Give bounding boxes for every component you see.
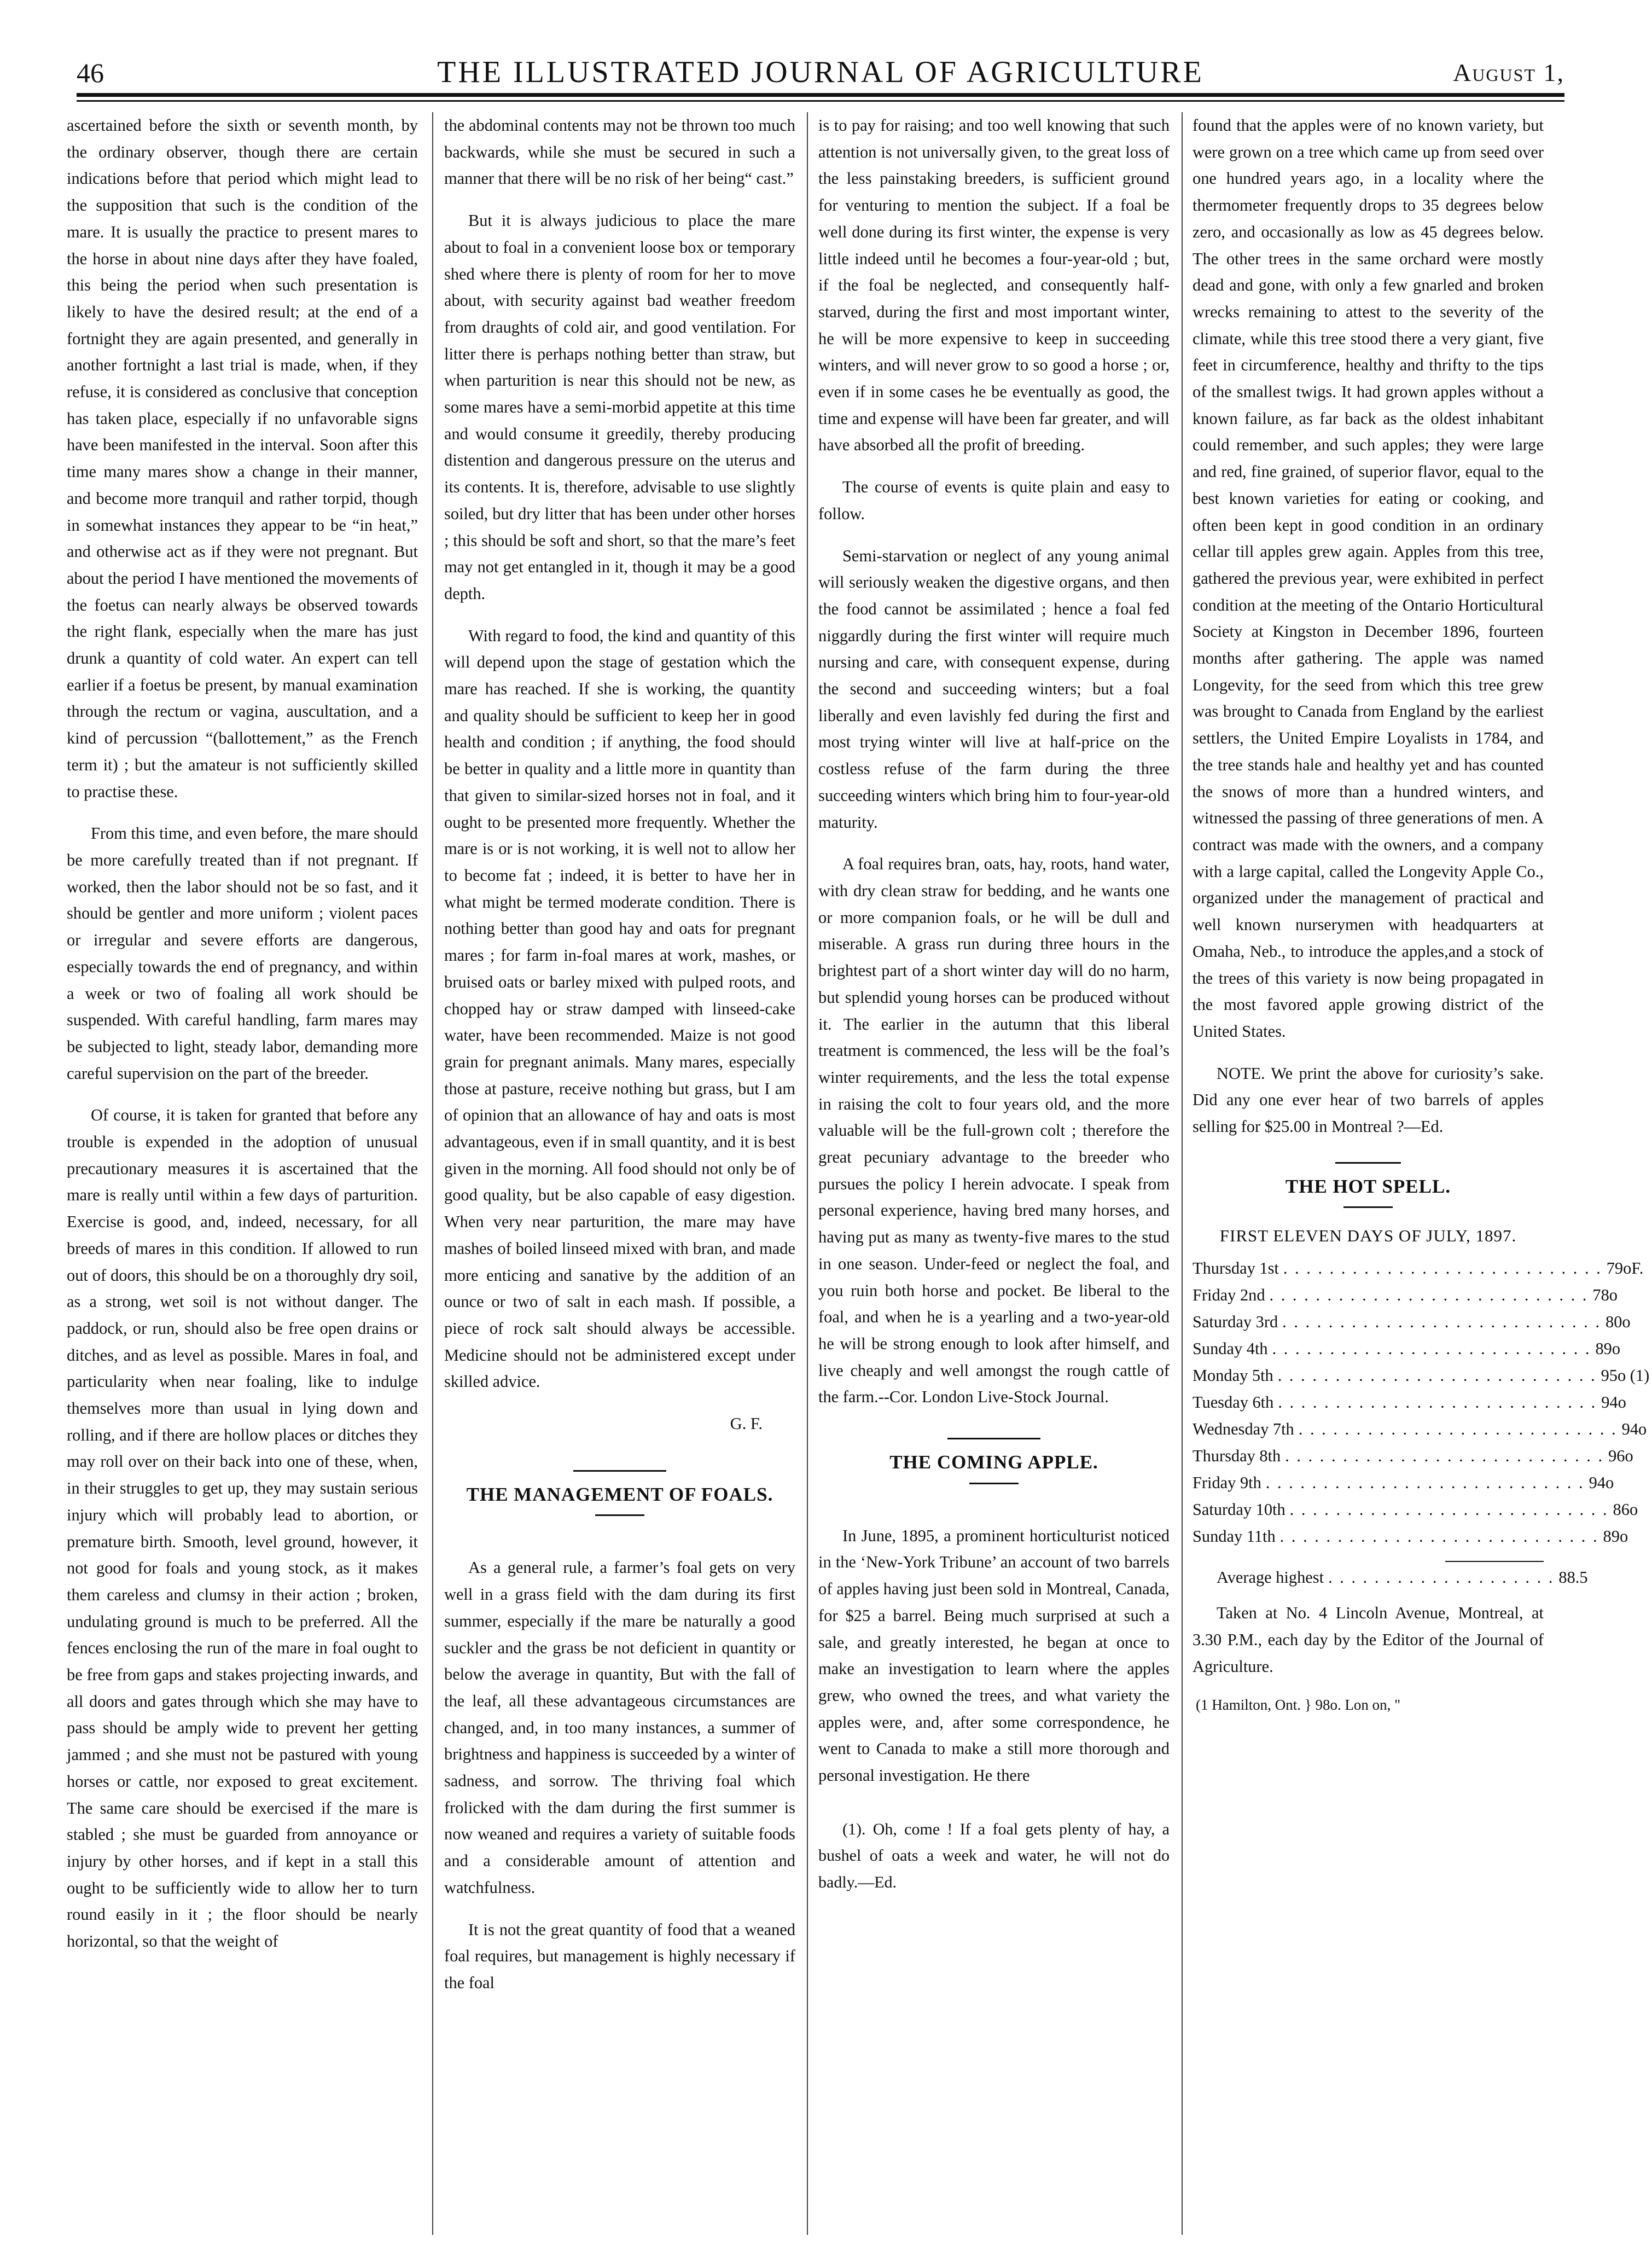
temperature-row bbox=[1193, 1389, 1626, 1416]
temperature-day: Monday 5th bbox=[1193, 1366, 1273, 1385]
paragraph: Of course, it is taken for granted that before any trouble is expended in the adoption of unusual precautionary measures it is ascertained that the mare is really until within a few days of parturition. Exercise is good, and, indeed, necessary, for all breeds of mares in this condition. If allowed to run out of doors, this should be on a thoroughly dry soil, as a strong, wet soil is not without danger. The paddock, or run, should also be free open drains or ditches, and as level as possible. Mares in foal, and particularity when near foaling, like to indulge themselves more than usual in lying down and rolling, and if there are hollow places or ditches they may roll over on their back into one of these, when, in their struggles to get up, they may sustain serious injury which will probably lead to abortion, or premature birth. Smooth, level ground, however, it not good for foals and young stock, as it makes them careless and clumsy in their action ; broken, undulating ground is much to be preferred. All the fences enclosing the run of the mare in foal ought to be free from gaps and stakes projecting inwards, and all doors and gates through which she may have to pass should be amply wide to prevent her getting jammed ; and she must not be pastured with young horses or cattle, nor exposed to great excitement. The same care should be exercised if the mare is stabled ; she must be guarded from annoyance or injury by other horses, and if kept in a stall this ought to be sufficiently wide to allow her to turn round easily in it ; the floor should be nearly horizontal, so that the weight of bbox=[67, 1106, 418, 1951]
footnote: (1). Oh, come ! If a foal gets plenty of hay, a bushel of oats a week and water, he will not do badly.—Ed. bbox=[818, 1820, 1170, 1892]
temperature-day: Thursday 8th bbox=[1193, 1447, 1281, 1466]
heading-underline bbox=[595, 1514, 644, 1516]
section-divider bbox=[573, 1470, 666, 1472]
page-number: 46 bbox=[77, 57, 104, 88]
leader-dots: . . . . . . . . . . . . . . . . . . . . . . . . . . . . bbox=[1283, 1259, 1602, 1278]
paragraph: The course of events is quite plain and easy to follow. bbox=[818, 478, 1170, 523]
paragraph: It is not the great quantity of food that a weaned foal requires, but management is highly necessary if the foal bbox=[444, 1920, 795, 1992]
temperature-day: Saturday 10th bbox=[1193, 1500, 1285, 1519]
leader-dots: . . . . . . . . . . . . . . . . . . . . . . . . . . . . bbox=[1265, 1473, 1585, 1492]
temperature-value: 95o (1) bbox=[1601, 1366, 1650, 1385]
page-header bbox=[77, 50, 1564, 100]
issue-date: August 1, bbox=[1453, 59, 1564, 86]
sum-rule bbox=[1445, 1561, 1544, 1562]
header-rule-thick bbox=[77, 93, 1564, 97]
temperature-value: 96o bbox=[1608, 1447, 1633, 1466]
temperature-day: Sunday 4th bbox=[1193, 1339, 1268, 1358]
paragraph: ascertained before the sixth or seventh month, by the ordinary observer, though there are certain indications before that period which might lead to the supposition that such is the condition of the mare. It is usually the practice to present mares to the horse in about nine days after they have foaled, this being the period when such presentation is likely to have the desired result; at the end of a fortnight they are again presented, and generally in another fortnight a last trial is made, when, if they refuse, it is considered as conclusive that conception has taken place, especially if no unfavorable signs have been manifested in the interval. Soon after this time many mares show a change in their manner, and become more tranquil and rather torpid, though in somewhat instances they appear to be “in heat,” and otherwise act as if they were not pregnant. But about the period I have mentioned the movements of the foetus can nearly always be observed towards the right flank, especially when the mare has just drunk a quantity of cold water. An expert can tell earlier if a foetus be present, by manual examination through the rectum or vagina, auscultation, and a kind of percussion “(ballottement,” as the French term it) ; but the amateur is not sufficiently skilled to practise these. bbox=[67, 116, 418, 801]
author-signature: G. F. bbox=[730, 1414, 763, 1433]
temperature-value: 94o bbox=[1601, 1393, 1626, 1412]
column-divider bbox=[1182, 112, 1183, 2235]
paragraph: Semi-starvation or neglect of any young animal will seriously weaken the digestive organs, and then the food cannot be assimilated ; hence a foal fed niggardly during the first winter will require much nursing and care, with consequent expense, during the second and succeeding winters; but a foal liberally and even lavishly fed during the first and most trying winter will live at half-price on the costless refuse of the farm during the three succeeding winters which bring him to four-year-old maturity. bbox=[818, 546, 1170, 832]
paragraph: Taken at No. 4 Lincoln Avenue, Montreal, at 3.30 P.M., each day by the Editor of the Journal of Agriculture. bbox=[1193, 1604, 1544, 1676]
paragraph: As a general rule, a farmer’s foal gets on very well in a grass field with the dam during its first summer, especially if the mare be naturally a good suckler and the grass be not deficient in quantity or below the average in quantity, But with the fall of the leaf, all these advantageous circumstances are changed, and, in too many instances, a summer of brightness and happiness is succeeded by a winter of sadness, and sorrow. The thriving foal which frolicked with the dam during the first summer is now weaned and requires a variety of suitable foods and a considerable amount of attention and watchfulness. bbox=[444, 1558, 795, 1897]
column-divider bbox=[432, 112, 433, 2235]
temperature-day: Wednesday 7th bbox=[1193, 1420, 1294, 1439]
temperature-value: 80o bbox=[1606, 1312, 1631, 1332]
column-1 bbox=[67, 112, 418, 2235]
temperature-row bbox=[1193, 1362, 1650, 1389]
temperature-day: Friday 9th bbox=[1193, 1473, 1261, 1492]
temperature-row bbox=[1193, 1443, 1633, 1470]
paragraph: the abdominal contents may not be thrown too much backwards, while she must be secured in such a manner that there will be no risk of her being“ cast.” bbox=[444, 116, 795, 188]
paragraph: A foal requires bran, oats, hay, roots, hand water, with dry clean straw for bedding, and he wants one or more companion foals, or he will be dull and miserable. A grass run during three hours in the brightest part of a short winter day will do no harm, but splendid young horses can be produced without it. The earlier in the autumn that this liberal treatment is commenced, the less will be the foal’s winter requirements, and the less the total expense in raising the colt to four years old, and the more valuable will be the full-grown colt ; therefore the great pecuniary advantage to the breeder who pursues the policy I herein advocate. I speak from personal experience, having bred many horses, and having put as many as twenty-five mares to the stud in one season. Under-feed or neglect the foal, and you ruin both horse and pocket. Be liberal to the foal, and when he is a yearling and a two-year-old he will be strong enough to look after himself, and live cheaply and well amongst the rough cattle of the farm.--Cor. London Live-Stock Journal. bbox=[818, 855, 1170, 1407]
average-value: 88.5 bbox=[1558, 1568, 1588, 1587]
leader-dots: . . . . . . . . . . . . . . . . . . . . . . . . . . . . bbox=[1269, 1286, 1589, 1305]
temperature-day: Saturday 3rd bbox=[1193, 1312, 1278, 1332]
temperature-row bbox=[1193, 1416, 1647, 1443]
column-3 bbox=[818, 112, 1170, 2235]
heading-underline bbox=[1343, 1206, 1393, 1208]
heading-underline bbox=[969, 1483, 1019, 1484]
section-divider bbox=[1335, 1162, 1401, 1164]
temperature-value: 94o bbox=[1589, 1473, 1614, 1492]
section-heading: THE COMING APPLE. bbox=[889, 1451, 1098, 1473]
temperature-day: Friday 2nd bbox=[1193, 1286, 1265, 1305]
temperature-row bbox=[1193, 1496, 1638, 1523]
leader-dots: . . . . . . . . . . . . . . . . . . . . . . . . . . . . bbox=[1289, 1500, 1609, 1519]
average-label: Average highest bbox=[1217, 1568, 1324, 1587]
column-4 bbox=[1193, 112, 1650, 2235]
editor-note: NOTE. We print the above for curiosity’s sake. Did any one ever hear of two barrels of apples selling for $25.00 in Montreal ?—Ed. bbox=[1193, 1064, 1544, 1136]
temperature-row bbox=[1193, 1335, 1621, 1362]
temperature-value: 89o bbox=[1595, 1339, 1621, 1358]
column-divider bbox=[807, 112, 808, 2235]
temperature-value: 94o bbox=[1621, 1420, 1647, 1439]
leader-dots: . . . . . . . . . . . . . . . . . . . . . . . . . . . . bbox=[1282, 1312, 1602, 1332]
paragraph: With regard to food, the kind and quantity of this will depend upon the stage of gestation which the mare has reached. If she is working, the quantity and quality should be sufficient to keep her in good health and condition ; if anything, the food should be better in quality and a little more in quantity than that given to similar-sized horses not in foal, and it ought to be presented more frequently. Whether the mare is or is not working, it is well not to allow her to become fat ; indeed, it is better to have her in what might be termed moderate condition. There is nothing better than good hay and oats for pregnant mares ; for farm in-foal mares at work, mashes, or bruised oats or barley mixed with pulped roots, and chopped hay or straw damped with linseed-cake water, have been recommended. Maize is not good grain for pregnant animals. Many mares, especially those at pasture, receive nothing but grass, but I am of opinion that an allowance of hay and oats is most advantageous, even if in small quantity, and it is best given in the morning. All food should not only be of good quality, but be also capable of easy digestion. When very near parturition, the mare may have mashes of boiled linseed mixed with bran, and made more enticing and sanative by the addition of an ounce or two of salt in each mash. If possible, a piece of rock salt should always be accessible. Medicine should not be administered except under skilled advice. bbox=[444, 626, 796, 1391]
table-subheading: FIRST ELEVEN DAYS OF JULY, 1897. bbox=[1219, 1226, 1517, 1246]
temperature-row bbox=[1193, 1255, 1644, 1282]
column-2 bbox=[444, 112, 795, 2235]
header-rule-thin bbox=[77, 100, 1564, 102]
temperature-value: 86o bbox=[1613, 1500, 1638, 1519]
section-heading: THE HOT SPELL. bbox=[1285, 1175, 1451, 1197]
leader-dots: . . . . . . . . . . . . . . . . . . . . bbox=[1328, 1568, 1555, 1587]
temperature-row bbox=[1193, 1282, 1618, 1309]
average-row bbox=[1193, 1564, 1588, 1591]
temperature-day: Thursday 1st bbox=[1193, 1259, 1279, 1278]
temperature-day: Sunday 11th bbox=[1193, 1527, 1276, 1546]
section-heading: THE MANAGEMENT OF FOALS. bbox=[466, 1483, 773, 1505]
temperature-value: 89o bbox=[1603, 1527, 1628, 1546]
temperature-day: Tuesday 6th bbox=[1193, 1393, 1274, 1412]
temperature-table bbox=[1193, 1255, 1650, 1550]
section-divider bbox=[947, 1438, 1040, 1439]
paragraph: In June, 1895, a prominent horticulturist noticed in the ‘New-York Tribune’ an account of two barrels of apples having just been sold in Montreal, Canada, for $25 a barrel. Being much surprised at such a sale, and greatly interested, he began at once to make an investigation to learn where the apples grew, who owned the trees, and what variety the apples were, and, after some correspondence, he went to Canada to make a still more thorough and personal investigation. He there bbox=[818, 1526, 1170, 1785]
leader-dots: . . . . . . . . . . . . . . . . . . . . . . . . . . . . bbox=[1285, 1447, 1604, 1466]
leader-dots: . . . . . . . . . . . . . . . . . . . . . . . . . . . . bbox=[1272, 1339, 1591, 1358]
temperature-row bbox=[1193, 1470, 1614, 1496]
paragraph: is to pay for raising; and too well knowing that such attention is not universally given, to the great loss of the less painstaking breeders, is sufficient ground for venturing to mention the subject. If a foal be well done during its first winter, the expense is very little indeed until he becomes a four-year-old ; but, if the foal be neglected, and consequently half-starved, during the first and most important winter, he will be more expensive to keep in succeeding winters, and will never grow to so good a horse ; or, even if in some cases he be eventually as good, the time and expense will have been far greater, and will have absorbed all the profit of breeding. bbox=[818, 116, 1170, 455]
temperature-value: 79oF. bbox=[1606, 1259, 1644, 1278]
leader-dots: . . . . . . . . . . . . . . . . . . . . . . . . . . . . bbox=[1277, 1366, 1597, 1385]
paragraph: From this time, and even before, the mare should be more carefully treated than if not pregnant. If worked, then the labor should not be so fast, and it should be gentler and more uniform ; violent paces or irregular and severe efforts are dangerous, especially towards the end of pregnancy, and within a week or two of foaling all work should be suspended. With careful handling, farm mares may be subjected to light, steady labor, demanding more careful supervision on the part of the breeder. bbox=[67, 824, 418, 1083]
temperature-row bbox=[1193, 1523, 1628, 1550]
leader-dots: . . . . . . . . . . . . . . . . . . . . . . . . . . . . bbox=[1279, 1527, 1599, 1546]
journal-title: THE ILLUSTRATED JOURNAL OF AGRICULTURE bbox=[437, 55, 1204, 89]
handwritten-note: (1 Hamilton, Ont. } 98o. Lon on, " bbox=[1196, 1696, 1401, 1713]
leader-dots: . . . . . . . . . . . . . . . . . . . . . . . . . . . . bbox=[1298, 1420, 1618, 1439]
paragraph: But it is always judicious to place the mare about to foal in a convenient loose box or temporary shed where there is plenty of room for her to move about, with security against bad weather freedom from draughts of cold air, and good ventilation. For litter there is perhaps nothing better than straw, but when parturition is near this should not be new, as some mares have a semi-morbid appetite at this time and would consume it greedily, thereby producing distention and dangerous pressure on the uterus and its contents. It is, therefore, advisable to use slightly soiled, but dry litter that has been under other horses ; this should be soft and short, so that the mare’s feet may not get entangled in it, though it may be a good depth. bbox=[444, 211, 795, 603]
temperature-row bbox=[1193, 1309, 1631, 1335]
leader-dots: . . . . . . . . . . . . . . . . . . . . . . . . . . . . bbox=[1278, 1393, 1597, 1412]
temperature-value: 78o bbox=[1592, 1286, 1618, 1305]
paragraph: found that the apples were of no known variety, but were grown on a tree which came up from seed over one hundred years ago, in a locality where the thermometer frequently drops to 35 degrees below zero, and occasionally as low as 45 degrees below. The other trees in the same orchard were mostly dead and gone, with only a few gnarled and broken wrecks remaining to attest to the severity of the climate, while this tree stood there a very giant, five feet in circumference, healthy and thrifty to the tips of the smallest twigs. It had grown apples without a known failure, as far back as the oldest inhabitant could remember, and such apples; they were large and red, fine grained, of superior flavor, equal to the best known varieties for eating or cooking, and often been kept in good condition in an ordinary cellar till apples grew again. Apples from this tree, gathered the previous year, were exhibited in perfect condition at the meeting of the Ontario Horticultural Society at Kingston in December 1896, fourteen months after gathering. The apple was named Longevity, for the seed from which this tree grew was brought to Canada from England by the earliest settlers, the United Empire Loyalists in 1784, and the tree stands hale and healthy yet and has counted the snows of more than a hundred winters, and witnessed the passing of three generations of men. A contract was made with the owners, and a company with a large capital, called the Longevity Apple Co., organized under the management of practical and well known nurserymen with headquarters at Omaha, Neb., to introduce the apples,and a stock of the trees of this variety is now being propagated in the most favored apple growing district of the United States. bbox=[1193, 116, 1544, 1041]
